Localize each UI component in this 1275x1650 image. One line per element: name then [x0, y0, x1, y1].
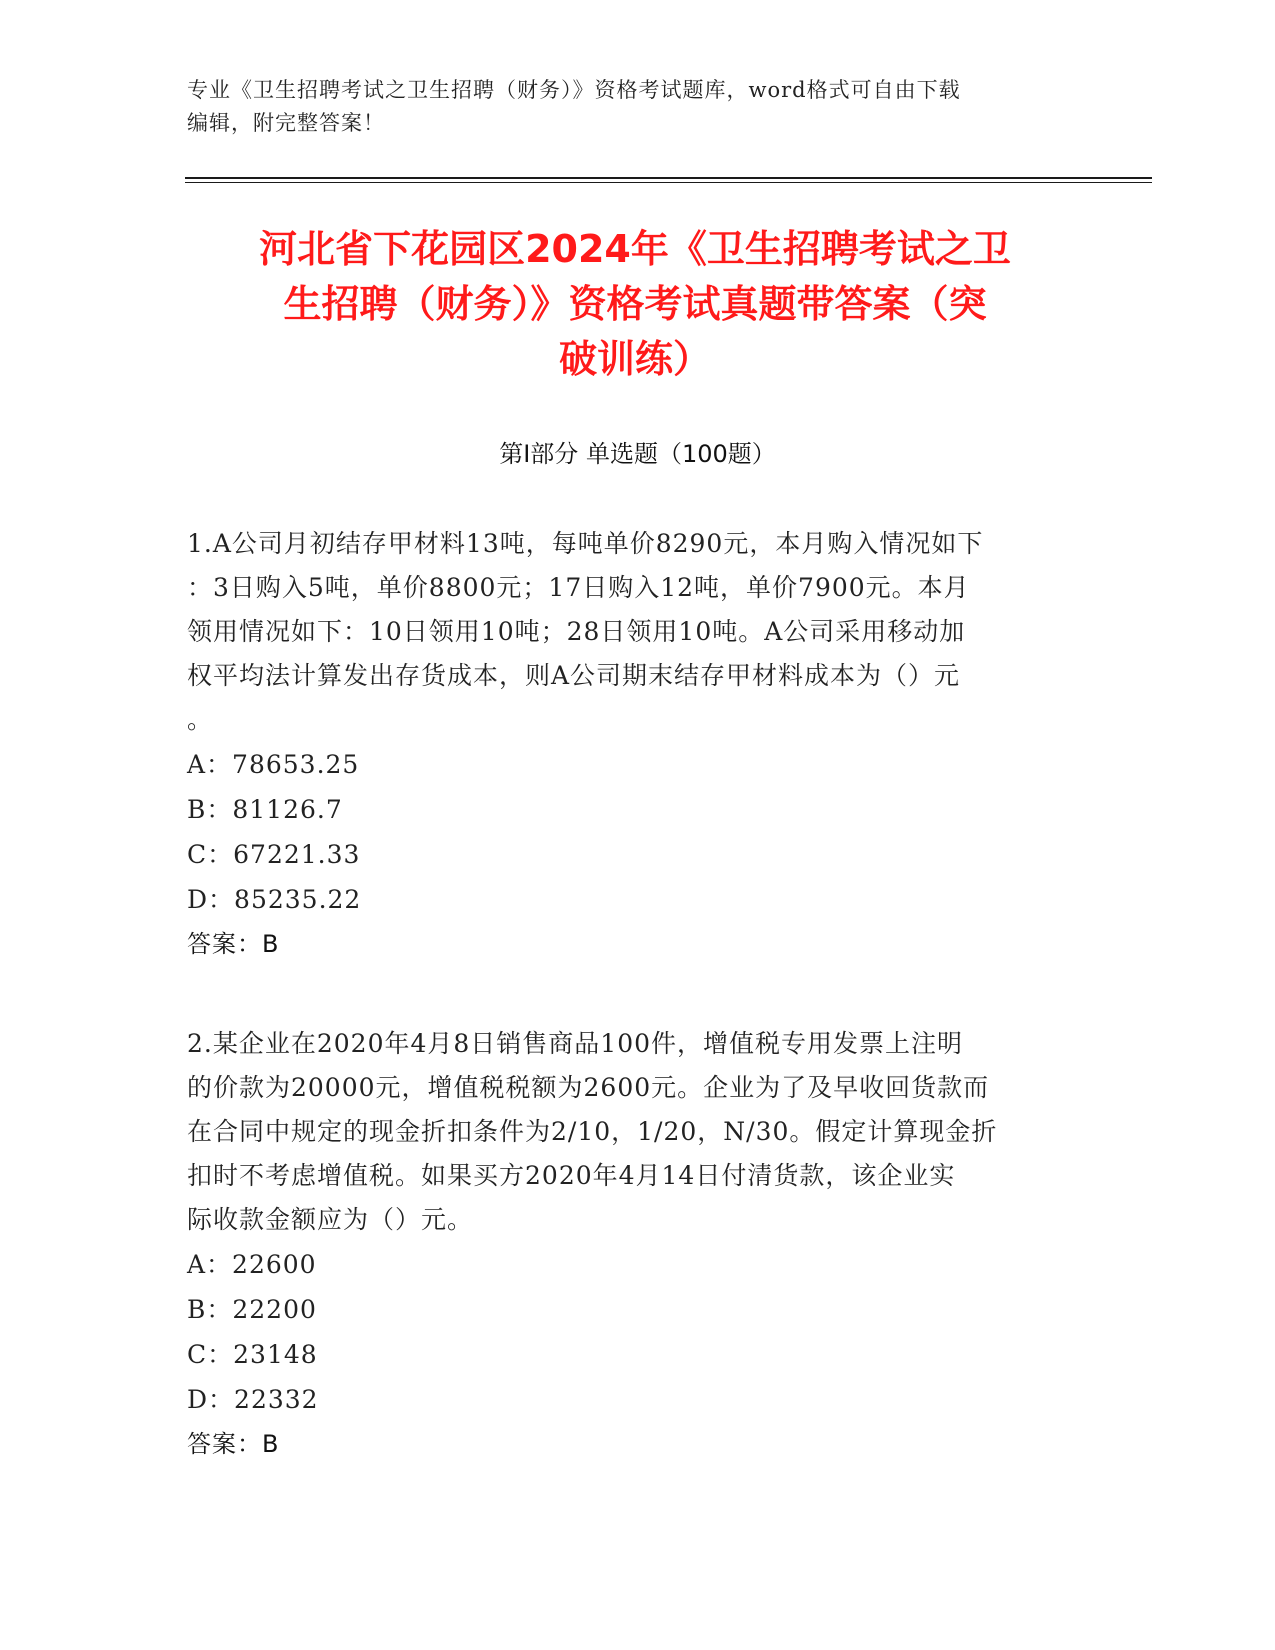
- question-stem-line: 领用情况如下：10日领用10吨；28日领用10吨。A公司采用移动加: [187, 617, 966, 646]
- header-divider-thick: [185, 177, 1152, 179]
- option-b: B：22200: [187, 1295, 317, 1324]
- option-d: D：85235.22: [187, 885, 362, 914]
- option-c: C：23148: [187, 1340, 318, 1369]
- option-c: C：67221.33: [187, 840, 361, 869]
- question-stem-line: 2.某企业在2020年4月8日销售商品100件，增值税专用发票上注明: [187, 1029, 964, 1058]
- option-a: A：78653.25: [187, 750, 360, 779]
- answer-label: 答案：B: [187, 1430, 280, 1458]
- answer-label: 答案：B: [187, 930, 280, 958]
- question-stem: [187, 522, 1067, 742]
- option-a: A：22600: [187, 1250, 317, 1279]
- question-stem-line: 1.A公司月初结存甲材料13吨，每吨单价8290元，本月购入情况如下: [187, 529, 984, 558]
- question-stem-line: 在合同中规定的现金折扣条件为2/10，1/20，N/30。假定计算现金折: [187, 1117, 998, 1146]
- section-heading: 第Ⅰ部分 单选题（100题）: [499, 440, 776, 468]
- question-stem-line: 。: [187, 705, 214, 734]
- document-title-line-3: 破训练）: [558, 337, 711, 381]
- question-2: [187, 1022, 1067, 1467]
- document-title-line-1: 河北省下花园区2024年《卫生招聘考试之卫: [259, 227, 1011, 271]
- header-divider-thin: [185, 182, 1152, 183]
- option-b: B：81126.7: [187, 795, 343, 824]
- option-d: D：22332: [187, 1385, 319, 1414]
- document-title-line-2: 生招聘（财务）》资格考试真题带答案（突: [283, 282, 987, 326]
- question-stem-line: 际收款金额应为（）元。: [187, 1205, 474, 1234]
- question-1: [187, 522, 1067, 967]
- header-note-line-2: 编辑，附完整答案！: [187, 111, 385, 135]
- header-note-line-1: 专业《卫生招聘考试之卫生招聘（财务）》资格考试题库，word格式可自由下载: [187, 78, 961, 102]
- question-stem-line: 权平均法计算发出存货成本，则A公司期末结存甲材料成本为（）元: [187, 661, 961, 690]
- question-stem-line: 扣时不考虑增值税。如果买方2020年4月14日付清货款，该企业实: [187, 1161, 956, 1190]
- header-note: [187, 74, 1087, 140]
- document-title: [160, 222, 1110, 387]
- question-stem-line: ：3日购入5吨，单价8800元；17日购入12吨，单价7900元。本月: [187, 573, 970, 602]
- question-stem-line: 的价款为20000元，增值税税额为2600元。企业为了及早收回货款而: [187, 1073, 990, 1102]
- question-stem: [187, 1022, 1067, 1242]
